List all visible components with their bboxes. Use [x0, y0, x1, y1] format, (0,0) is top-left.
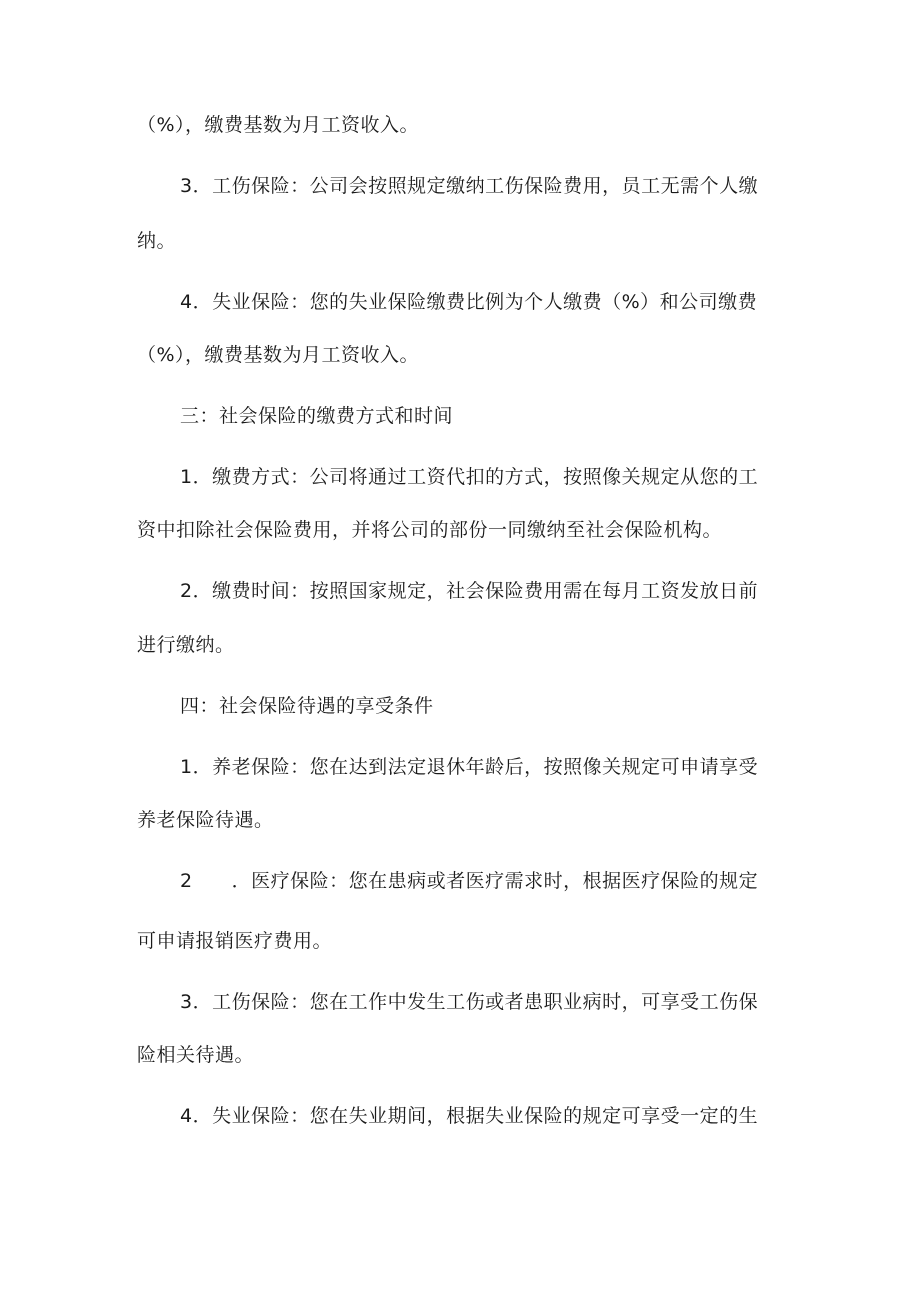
- paragraph-line: 可申请报销医疗费用。: [137, 930, 333, 952]
- paragraph-line: 资中扣除社会保险费用，并将公司的部份一同缴纳至社会保险机构。: [137, 519, 723, 541]
- paragraph-line: （%），缴费基数为月工资收入。: [137, 114, 420, 136]
- paragraph-line: 3．工伤保险：公司会按照规定缴纳工伤保险费用，员工无需个人缴: [180, 175, 759, 197]
- paragraph-line: 养老保险待遇。: [137, 809, 274, 831]
- paragraph-line: 3．工伤保险：您在工作中发生工伤或者患职业病时，可享受工伤保: [180, 991, 759, 1013]
- paragraph-line: 1．缴费方式：公司将通过工资代扣的方式，按照像关规定从您的工: [180, 466, 759, 488]
- paragraph-line: 2．缴费时间：按照国家规定，社会保险费用需在每月工资发放日前: [180, 580, 759, 602]
- paragraph-line: 险相关待遇。: [137, 1044, 255, 1066]
- paragraph-line: 4．失业保险：您的失业保险缴费比例为个人缴费（%）和公司缴费: [180, 291, 758, 313]
- section-heading: 四：社会保险待遇的享受条件: [180, 695, 434, 717]
- paragraph-line: 1．养老保险：您在达到法定退休年龄后，按照像关规定可申请享受: [180, 756, 759, 778]
- paragraph-line: （%），缴费基数为月工资收入。: [137, 344, 420, 366]
- paragraph-line: 4．失业保险：您在失业期间，根据失业保险的规定可享受一定的生: [180, 1105, 759, 1127]
- paragraph-line: 进行缴纳。: [137, 634, 235, 656]
- section-heading: 三：社会保险的缴费方式和时间: [180, 405, 454, 427]
- paragraph-line: 纳。: [137, 230, 177, 252]
- paragraph-line: 2 ．医疗保险：您在患病或者医疗需求时，根据医疗保险的规定: [180, 870, 759, 892]
